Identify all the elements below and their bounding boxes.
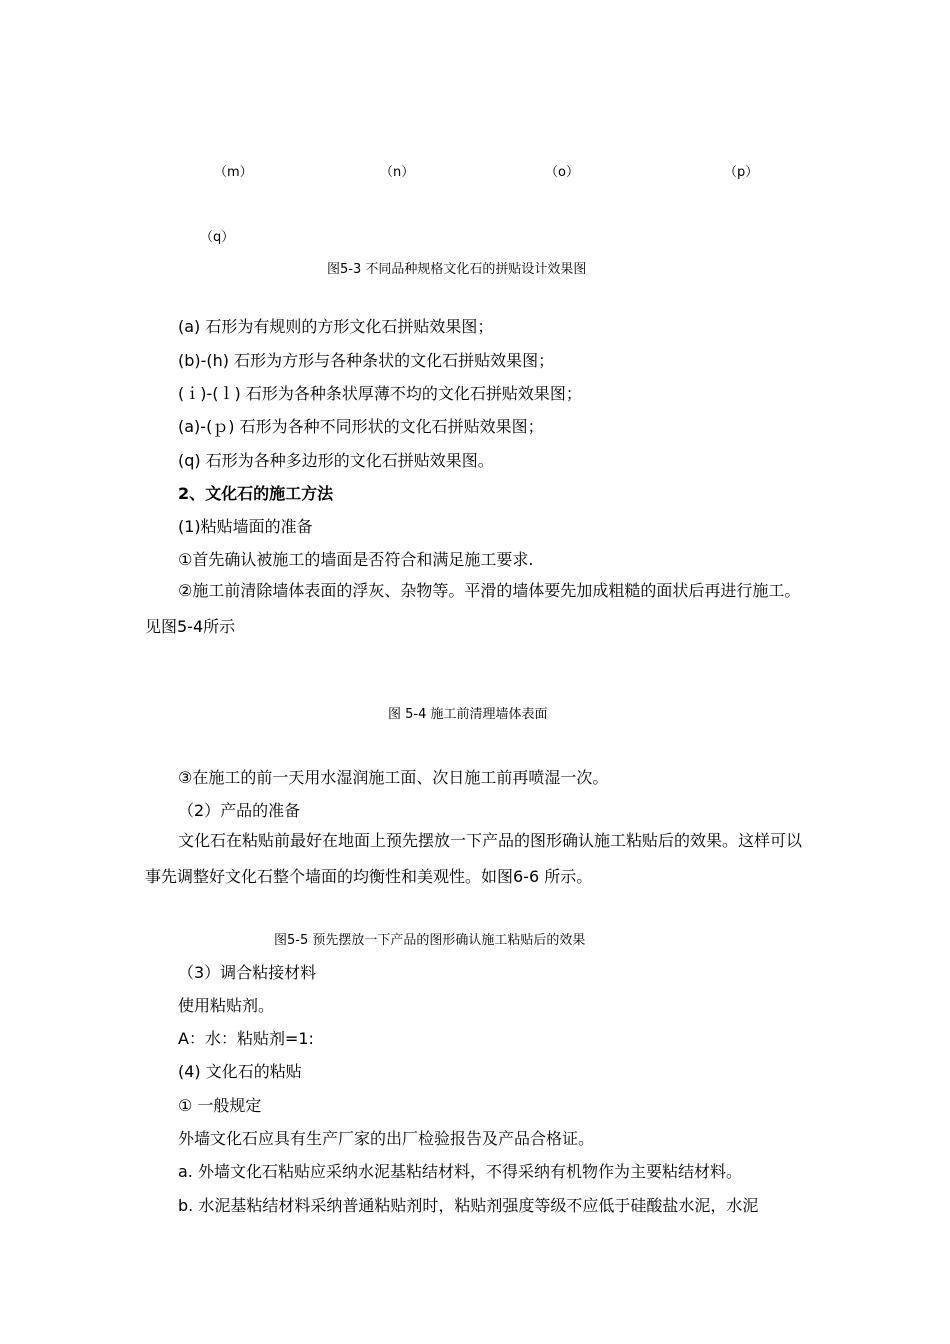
subsection-title-2: （2）产品的准备 [178,801,301,820]
legend-line-a: (a) 石形为有规则的方形文化石拼贴效果图； [178,317,494,336]
figure-caption-5-5: 图5-5 预先摆放一下产品的图形确认施工粘贴后的效果 [274,933,586,948]
subsection-3-line-2: A：水：粘贴剂=1: [178,1029,314,1048]
item-3: ③在施工的前一天用水湿润施工面、次日施工前再喷湿一次。 [178,768,609,787]
subfigure-label-p: （p） [724,165,759,180]
subsection-4-line-1: 外墙文化石应具有生产厂家的出厂检验报告及产品合格证。 [178,1129,595,1148]
legend-line-a-p: (a)-(ｐ) 石形为各种不同形状的文化石拼贴效果图； [178,417,544,436]
legend-line-q: (q) 石形为各种多边形的文化石拼贴效果图。 [178,451,494,470]
subsection-4-item-b: b. 水泥基粘结材料采纳普通粘贴剂时，粘贴剂强度等级不应低于硅酸盐水泥，水泥 [178,1196,759,1215]
subfigure-label-q: （q） [200,230,235,245]
subsection-3-line-1: 使用粘贴剂。 [178,996,275,1015]
subsection-4-item-1: ① 一般规定 [178,1096,262,1115]
figure-caption-5-3: 图5-3 不同品种规格文化石的拼贴设计效果图 [327,262,587,277]
legend-line-i-l: (ｉ)-(ｌ) 石形为各种条状厚薄不均的文化石拼贴效果图； [178,384,582,403]
subsection-2-paragraph: 文化石在粘贴前最好在地面上预先摆放一下产品的图形确认施工粘贴后的效果。这样可以事先调整好文化石整个墙面的均衡性和美观性。如图6-6 所示。 [145,831,803,886]
section-heading: 2、文化石的施工方法 [178,484,334,503]
item-2-paragraph: ②施工前清除墙体表面的浮灰、杂物等。平滑的墙体要先加成粗糙的面状后再进行施工。见图5-4所示 [145,581,801,636]
item-1: ①首先确认被施工的墙面是否符合和满足施工要求. [178,550,534,569]
subfigure-label-n: （n） [380,165,415,180]
figure-caption-5-4: 图 5-4 施工前清理墙体表面 [388,707,548,722]
subfigure-label-m: （m） [214,165,253,180]
subfigure-label-o: （o） [545,165,579,180]
legend-line-b-h: (b)-(h) 石形为方形与各种条状的文化石拼贴效果图； [178,351,555,370]
subsection-4-item-a: a. 外墙文化石粘贴应采纳水泥基粘结材料，不得采纳有机物作为主要粘结材料。 [178,1162,742,1181]
subsection-title-4: (4) 文化石的粘贴 [178,1062,302,1081]
subsection-title-3: （3）调合粘接材料 [178,963,317,982]
subsection-title-1: (1)粘贴墙面的准备 [178,517,313,536]
